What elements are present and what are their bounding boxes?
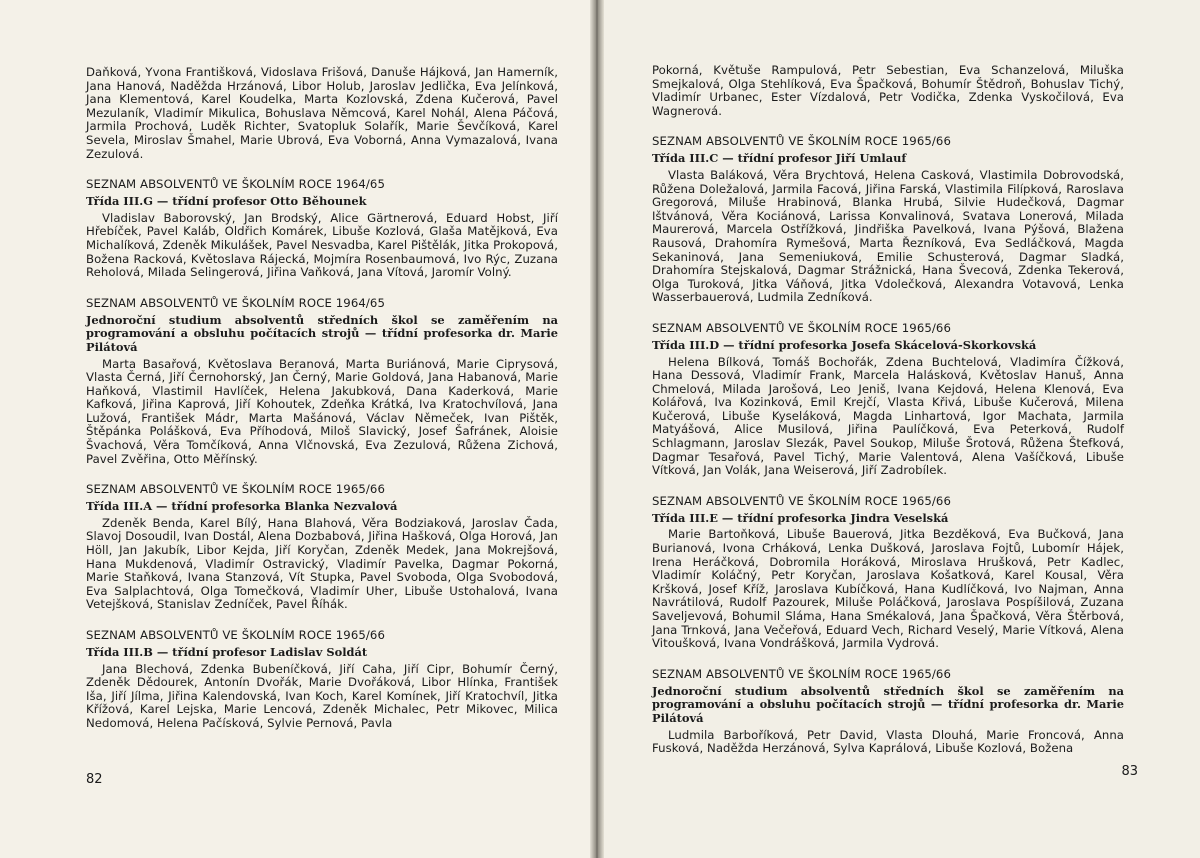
name-list: Marta Basařová, Květoslava Beranová, Marta Buriánová, Marie Ciprysová, Vlasta Černá, Jiří Černohorský, Jan Černý, Marie Goldová, Jana Habanová, Marie Haňková, Vlastimil Havlíček, Helena Jakubková, Dana Kaderková, Marie Kafková, Jiřina Kaprová, Jiří Kohoutek, Zdeňka Krátká, Iva Kratochvílová, Jana Lužová, František Mádr, Marta Mašánová, Václav Němeček, Ivan Pištěk, Štěpánka Polášková, Eva Příhodová, Miloš Slavický, Josef Šafránek, Aloisie Švachová, Věra Tomčíková, Anna Vlčnovská, Eva Zezulová, Růžena Zichová, Pavel Zvěřina, Otto Měřínský. (86, 356, 558, 466)
name-list: Vladislav Baborovský, Jan Brodský, Alice Gärtnerová, Eduard Hobst, Jiří Hřebíček, Pavel Kaláb, Oldřich Komárek, Libuše Kozlová, Glaša Matějková, Eva Michalíková, Zdeněk Mikulášek, Pavel Nesvadba, Karel Pištělák, Jitka Prokopová, Božena Racková, Květoslava Rájecká, Mojmíra Rosenbaumová, Ivo Rýc, Zuzana Reholová, Milada Selingerová, Jiřina Vaňková, Jana Vítová, Jaromír Volný. (86, 210, 558, 280)
continued-name-list: Pokorná, Květuše Rampulová, Petr Sebestian, Eva Schanzelová, Miluška Smejkalová, Olga Stehlíková, Eva Špačková, Bohumír Štědroň, Bohuslav Tichý, Vladimír Urbanec, Ester Vízdalová, Petr Vodička, Zdenka Vyskočilová, Eva Wagnerová. (652, 63, 1124, 118)
section-heading: SEZNAM ABSOLVENTŮ VE ŠKOLNÍM ROCE 1965/66 (652, 666, 952, 681)
name-list: Jana Blechová, Zdenka Bubeníčková, Jiří Caha, Jiří Cipr, Bohumír Černý, Zdeněk Dědourek, Antonín Dvořák, Marie Dvořáková, Libor Hlínka, František Iša, Jiří Jílma, Jiřina Kalendovská, Ivan Koch, Karel Komínek, Jiří Kratochvíl, Jitka Křížová, Karel Lejska, Marie Lencová, Zdeněk Michalec, Petr Mikovec, Milica Nedomová, Helena Pačísková, Sylvie Pernová, Pavla (86, 661, 558, 730)
graduates-section (652, 134, 1124, 305)
graduates-section (86, 296, 558, 467)
section-heading: SEZNAM ABSOLVENTŮ VE ŠKOLNÍM ROCE 1965/66 (652, 320, 952, 335)
section-heading: SEZNAM ABSOLVENTŮ VE ŠKOLNÍM ROCE 1965/66 (652, 134, 952, 149)
graduates-section (652, 667, 1124, 756)
page-number: 83 (1121, 764, 1138, 779)
class-heading: Třída III.E — třídní profesorka Jindra Veselská (652, 510, 949, 525)
name-list: Vlasta Baláková, Věra Brychtová, Helena Casková, Vlastimila Dobrovodská, Růžena Doležalová, Jarmila Facová, Jiřina Farská, Vlastimila Filípková, Raroslava Gregorová, Miluše Hrabinová, Blanka Hrubá, Silvie Hudečková, Dagmar Ištvánová, Věra Kociánová, Larissa Konvalinová, Svatava Lonerová, Milada Maurerová, Marcela Ostřížková, Jindřiška Pavelková, Ivana Pýšová, Blažena Rausová, Drahomíra Rymešová, Marta Řezníková, Eva Sedláčková, Magda Sekaninová, Jana Semeniuková, Emilie Schusterová, Dagmar Sladká, Drahomíra Stejskalová, Dagmar Strážnická, Hana Švecová, Zdenka Tekerová, Olga Turoková, Jitka Váňová, Jitka Vdolečková, Alexandra Votavová, Lenka Wasserbauerová, Ludmila Zedníková. (652, 167, 1124, 305)
section-heading: SEZNAM ABSOLVENTŮ VE ŠKOLNÍM ROCE 1964/65 (86, 177, 386, 192)
name-list: Helena Bílková, Tomáš Bochořák, Zdena Buchtelová, Vladimíra Čížková, Hana Dessová, Vladimír Frank, Marcela Halásková, Květoslav Hanuš, Anna Chmelová, Milada Jarošová, Leo Jeniš, Ivana Kejdová, Helena Klenová, Eva Kolářová, Iva Kozinková, Emil Krejčí, Vlasta Křivá, Libuše Kučerová, Milena Kučerová, Libuše Kyseláková, Magda Linhartová, Igor Machata, Jarmila Matyášová, Alice Musilová, Jiřina Paulíčková, Eva Peterková, Rudolf Schlagmann, Jaroslav Slezák, Pavel Soukop, Miluše Šrotová, Růžena Štefková, Dagmar Tesařová, Pavel Tichý, Marie Valentová, Alena Vašíčková, Libuše Vítková, Jan Volák, Jana Weiserová, Jiří Zadrobílek. (652, 354, 1124, 478)
class-heading: Třída III.B — třídní profesor Ladislav Soldát (86, 645, 368, 659)
class-heading: Třída III.C — třídní profesor Jiří Umlauf (652, 151, 907, 166)
class-heading: Třída III.G — třídní profesor Otto Běhounek (86, 194, 367, 209)
right-page (596, 0, 1200, 858)
class-heading: Jednoroční studium absolventů středních škol se zaměřením na programování a obsluhu počítacích strojů — třídní profesorka dr. Marie Pilátová (652, 683, 1124, 725)
name-list: Zdeněk Benda, Karel Bílý, Hana Blahová, Věra Bodziaková, Jaroslav Čada, Slavoj Dosoudil, Ivan Dostál, Alena Dozbabová, Jiřina Hašková, Olga Horová, Jan Höll, Jan Jakubík, Libor Kejda, Jiří Koryčan, Zdeněk Medek, Jana Mokrejšová, Hana Mukdenová, Vladimír Ostravický, Vladimír Pavelka, Dagmar Pokorná, Marie Staňková, Ivana Stanzová, Vít Stupka, Pavel Svoboda, Olga Svobodová, Eva Salplachtová, Olga Tomečková, Vladimír Uher, Libuše Ustohalová, Ivana Vetejšková, Stanislav Zedníček, Pavel Říhák. (86, 515, 558, 612)
section-heading: SEZNAM ABSOLVENTŮ VE ŠKOLNÍM ROCE 1964/65 (86, 295, 386, 310)
graduates-section (86, 482, 558, 612)
graduates-section (652, 321, 1124, 478)
class-heading: Jednoroční studium absolventů středních škol se zaměřením na programování a obsluhu počítacích strojů — třídní profesorka dr. Marie Pilátová (86, 312, 558, 354)
section-heading: SEZNAM ABSOLVENTŮ VE ŠKOLNÍM ROCE 1965/66 (86, 628, 386, 642)
left-page (0, 0, 596, 858)
name-list: Marie Bartoňková, Libuše Bauerová, Jitka Bezděková, Eva Bučková, Jana Burianová, Ivona Crháková, Lenka Dušková, Jaroslava Fojtů, Lubomír Hájek, Irena Heráčková, Dobromila Horáková, Miroslava Hrušková, Petr Kadlec, Vladimír Koláčný, Petr Koryčan, Jaroslava Košatková, Karel Kousal, Věra Kršková, Josef Kříž, Jaroslava Kubíčková, Hana Kudlíčková, Ivo Najman, Anna Navrátilová, Rudolf Pazourek, Miluše Poláčková, Jaroslava Pospíšilová, Zuzana Saveljevová, Bohumil Sláma, Hana Smékalová, Jana Špačková, Věra Štěrbová, Jana Trnková, Jana Večeřová, Eduard Vech, Richard Veselý, Marie Vítková, Alena Vitoušková, Ivana Vondrášková, Jarmila Vydrová. (652, 527, 1124, 651)
graduates-section (652, 494, 1124, 651)
class-heading: Třída III.A — třídní profesorka Blanka Nezvalová (86, 499, 398, 514)
page-number: 82 (86, 772, 103, 787)
name-list: Ludmila Barboříková, Petr David, Vlasta Dlouhá, Marie Froncová, Anna Fusková, Naděžda Herzánová, Sylva Kaprálová, Libuše Kozlová, Božena (652, 727, 1124, 756)
graduates-section (86, 628, 558, 731)
graduates-section (86, 177, 558, 280)
class-heading: Třída III.D — třídní profesorka Josefa Skácelová-Skorkovská (652, 337, 1037, 352)
section-heading: SEZNAM ABSOLVENTŮ VE ŠKOLNÍM ROCE 1965/66 (86, 482, 386, 497)
section-heading: SEZNAM ABSOLVENTŮ VE ŠKOLNÍM ROCE 1965/66 (652, 493, 952, 508)
book-gutter (590, 0, 604, 858)
continued-name-list: Daňková, Yvona Františková, Vidoslava Frišová, Danuše Hájková, Jan Hamerník, Jana Hanová, Naděžda Hrzánová, Libor Holub, Jaroslav Jedlička, Eva Jelínková, Jana Klementová, Karel Koudelka, Marta Kozlovská, Zdena Kučerová, Pavel Mezulaník, Vladimír Mikulica, Bohuslava Němcová, Karel Nohál, Alena Páčová, Jarmila Prochová, Luděk Richter, Svatopluk Solařík, Marie Ševčíková, Karel Sevela, Miroslav Šmahel, Marie Ubrová, Eva Voborná, Anna Vymazalová, Ivana Zezulová. (86, 65, 558, 161)
